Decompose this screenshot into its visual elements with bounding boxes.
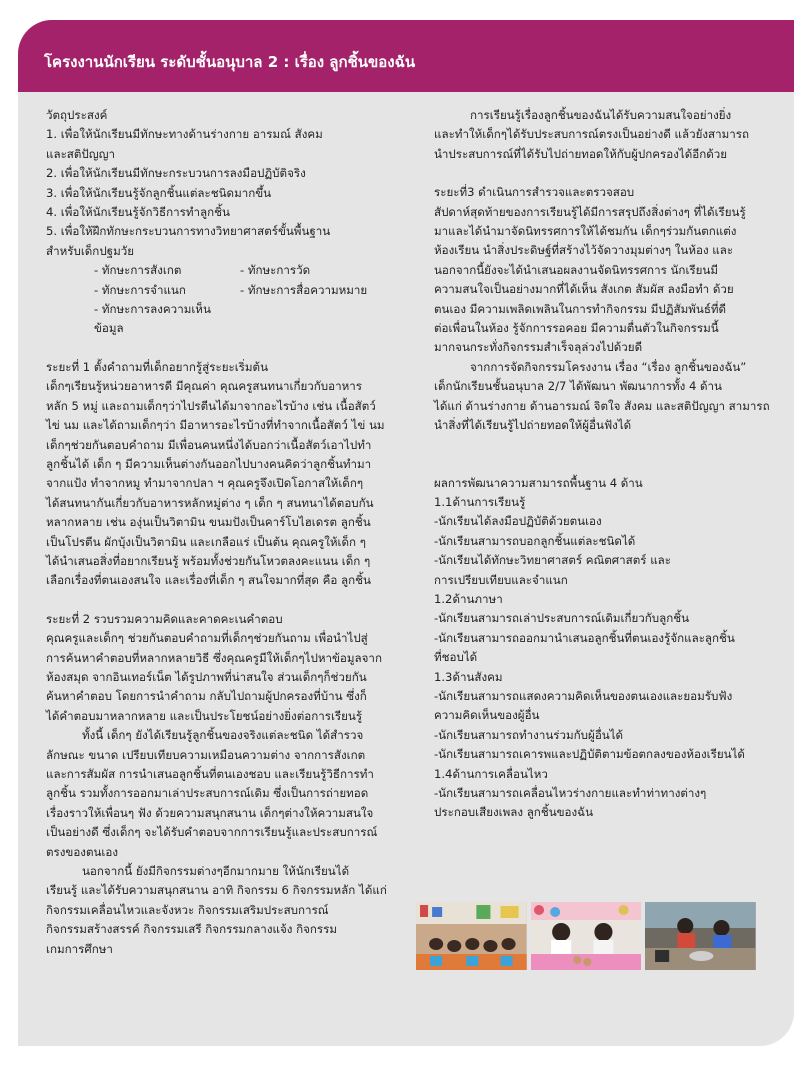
results-line: -นักเรียนสามารถบอกลูกชิ้นแต่ละชนิดได้ bbox=[434, 533, 636, 548]
skills-row bbox=[94, 261, 412, 280]
phase1-line: จากแป้ง ทำจากหมู ทำมาจากปลา ฯ คุณครูจึงเปิดโอกาสให้เด็กๆ bbox=[46, 476, 364, 491]
results-line: ที่ชอบได้ bbox=[434, 650, 478, 665]
phase3-line: ห้องเรียน นำสิ่งประดิษฐ์ที่สร้างไว้จัดวางมุมต่างๆ ในห้อง และ bbox=[434, 243, 734, 258]
phase3-line: ตนเอง มีความเพลิดเพลินในการทำกิจกรรม มีปฏิสัมพันธ์ที่ดี bbox=[434, 301, 727, 316]
kids-activity-photo bbox=[531, 902, 642, 970]
results-subheading: 1.3ด้านสังคม bbox=[434, 669, 503, 684]
intro-line: นำประสบการณ์ที่ได้รับไปถ่ายทอดให้กับผู้ปกครองได้อีกด้วย bbox=[434, 146, 728, 161]
phase1-line: เด็กๆช่วยกันตอบคำถาม มีเพื่อนคนหนึ่งได้บอกว่าเนื้อสัตว์เอาไปทำ bbox=[46, 437, 372, 452]
results-subheading: 1.2ด้านภาษา bbox=[434, 591, 503, 606]
phase2-para2-line: ลูกชิ้น รวมทั้งการออกมาเล่าประสบการณ์เดิม ซึ่งเป็นการถ่ายทอด bbox=[46, 786, 369, 801]
phase1-heading: ระยะที่ 1 ตั้งคำถามที่เด็กอยากรู้สู่ระยะเริ่มต้น bbox=[46, 359, 268, 374]
results-line: -นักเรียนได้ทักษะวิทยาศาสตร์ คณิตศาสตร์ และ bbox=[434, 553, 672, 568]
right-column bbox=[434, 106, 774, 823]
phase2-para2-line: ทั้งนี้ เด็กๆ ยังได้เรียนรู้ลูกชิ้นของจริงแต่ละชนิด ได้สำรวจ bbox=[82, 728, 364, 743]
objective-line: 5. เพื่อให้ฝึกทักษะกระบวนการทางวิทยาศาสตร์ขั้นพื้นฐาน bbox=[46, 224, 331, 239]
objective-line: 1. เพื่อให้นักเรียนมีทักษะทางด้านร่างกาย อารมณ์ สังคม bbox=[46, 127, 323, 142]
phase2-line: ห้องสมุด จากอินเทอร์เน็ต ได้รูปภาพที่น่าสนใจ ส่วนเด็กๆก็ช่วยกัน bbox=[46, 669, 367, 684]
phase2-para2-line: ตรงของตนเอง bbox=[46, 844, 119, 859]
phase3-heading: ระยะที่3 ดำเนินการสำรวจและตรวจสอบ bbox=[434, 185, 635, 200]
results-line: -นักเรียนสามารถแสดงความคิดเห็นของตนเองและยอมรับฟัง bbox=[434, 688, 733, 703]
phase3-para2-line: นำสิ่งที่ได้เรียนรู้ไปถ่ายทอดให้ผู้อื่นฟังได้ bbox=[434, 418, 632, 433]
phase3-para2-line: ได้แก่ ด้านร่างกาย ด้านอารมณ์ จิตใจ สังคม และสติปัญญา สามารถ bbox=[434, 398, 770, 413]
phase1-line: ไข่ นม และได้ถามเด็กๆว่า มีอาหารอะไรบ้างที่ทำจากเนื้อสัตว์ ไข่ นม bbox=[46, 418, 385, 433]
results-heading: ผลการพัฒนาความสามารถพื้นฐาน 4 ด้าน bbox=[434, 475, 643, 490]
photo-strip bbox=[416, 902, 756, 970]
objectives-heading: วัตถุประสงค์ bbox=[46, 108, 108, 122]
intro-line: และทำให้เด็กๆได้รับประสบการณ์ตรงเป็นอย่างดี แล้วยังสามารถ bbox=[434, 127, 750, 142]
phase3-line: มาและได้นำมาจัดนิทรรศการให้ได้ชมกัน เด็กๆร่วมกันตกแต่ง bbox=[434, 224, 737, 239]
intro-line: การเรียนรู้เรื่องลูกชิ้นของฉันได้รับความสนใจอย่างยิ่ง bbox=[470, 108, 732, 122]
skills-row bbox=[94, 281, 412, 300]
phase1-line: ได้นำเสนอสิ่งที่อยากเรียนรู้ พร้อมทั้งช่วยกันโหวตลงคะแนน เด็ก ๆ bbox=[46, 553, 371, 568]
page-title: โครงงานนักเรียน ระดับชั้นอนุบาล 2 : เรื่อง ลูกชิ้นของฉัน bbox=[44, 53, 416, 71]
phase2-heading: ระยะที่ 2 รวบรวมความคิดและคาดคะเนคำตอบ bbox=[46, 611, 283, 626]
phase2-line: ค้นหาคำตอบ โดยการนำคำถาม กลับไปถามผู้ปกครองที่บ้าน ซึ่งก็ bbox=[46, 689, 367, 704]
phase1-line: เป็นโปรตีน ผักบุ้งเป็นวิตามิน และเกลือแร่ เป็นต้น คุณครูให้เด็ก ๆ bbox=[46, 534, 366, 549]
phase2-para3-line: เกมการศึกษา bbox=[46, 941, 113, 956]
skill-item: - ทักษะการสังเกต bbox=[94, 263, 182, 278]
results-line: -นักเรียนสามารถเล่าประสบการณ์เดิมเกี่ยวกับลูกชิ้น bbox=[434, 611, 690, 626]
skills-list bbox=[46, 261, 412, 339]
phase2-para2-line: และการสัมผัส การนำเสนอลูกชิ้นที่ตนเองชอบ และเรียนรู้วิธีการทำ bbox=[46, 767, 374, 781]
skill-item: - ทักษะการจำแนก bbox=[94, 282, 186, 297]
article-card bbox=[18, 20, 794, 1046]
phase1-line: ลูกชิ้นได้ เด็ก ๆ มีความเห็นต่างกันออกไปบางคนคิดว่าลูกชิ้นทำมา bbox=[46, 456, 372, 471]
objective-line: 2. เพื่อให้นักเรียนมีทักษะกระบวนการลงมือปฏิบัติจริง bbox=[46, 166, 306, 181]
phase2-line: ได้คำตอบมาหลากหลาย และเป็นประโยชน์อย่างยิ่งต่อการเรียนรู้ bbox=[46, 708, 363, 723]
phase1-line: เลือกเรื่องที่ตนเองสนใจ และเรื่องที่เด็ก ๆ สนใจมากที่สุด คือ ลูกชิ้น bbox=[46, 573, 371, 588]
phase2-para3-line: นอกจากนี้ ยังมีกิจกรรมต่างๆอีกมากมาย ให้นักเรียนได้ bbox=[82, 864, 350, 879]
phase2-para2-line: เรื่องราวให้เพื่อนๆ ฟัง ด้วยความสนุกสนาน เด็กๆต่างให้ความสนใจ bbox=[46, 805, 374, 820]
header-banner bbox=[18, 20, 794, 92]
phase3-line: ต่อเพื่อนในห้อง รู้จักการรอคอย มีความตื่นตัวในกิจกรรมนี้ bbox=[434, 321, 719, 336]
phase1-line: เด็กๆเรียนรู้หน่วยอาหารดี มีคุณค่า คุณครูสนทนาเกี่ยวกับอาหาร bbox=[46, 379, 363, 394]
results-line: การเปรียบเทียบและจำแนก bbox=[434, 572, 568, 587]
cooking-activity-photo bbox=[645, 902, 756, 970]
skill-item: - ทักษะการลงความเห็นข้อมูล bbox=[94, 302, 211, 336]
objective-line: 3. เพื่อให้นักเรียนรู้จักลูกชิ้นแต่ละชนิดมากขึ้น bbox=[46, 185, 272, 200]
left-column bbox=[46, 106, 412, 959]
phase1-line: ได้สนทนากันเกี่ยวกับอาหารหลักหมู่ต่าง ๆ เด็ก ๆ สนทนาได้ตอบกัน bbox=[46, 495, 374, 510]
phase3-line: มากจนกระทั่งกิจกรรมสำเร็จลุล่วงไปด้วยดี bbox=[434, 340, 643, 355]
results-line: -นักเรียนได้ลงมือปฏิบัติด้วยตนเอง bbox=[434, 514, 602, 529]
objective-line: สำหรับเด็กปฐมวัย bbox=[46, 243, 135, 258]
classroom-photo bbox=[416, 902, 527, 970]
objective-line: 4. เพื่อให้นักเรียนรู้จักวิธีการทำลูกชิ้น bbox=[46, 205, 230, 220]
results-subheading: 1.4ด้านการเคลื่อนไหว bbox=[434, 766, 548, 781]
phase3-line: สัปดาห์สุดท้ายของการเรียนรู้ได้มีการสรุปถึงสิ่งต่างๆ ที่ได้เรียนรู้ bbox=[434, 204, 746, 219]
phase2-para3-line: กิจกรรมสร้างสรรค์ กิจกรรมเสรี กิจกรรมกลางแจ้ง กิจกรรม bbox=[46, 922, 338, 937]
objective-line: และสติปัญญา bbox=[46, 146, 116, 161]
phase2-line: การค้นหาคำตอบที่หลากหลายวิธี ซึ่งคุณครูมีให้เด็กๆไปหาข้อมูลจาก bbox=[46, 650, 382, 665]
skill-item: - ทักษะการสื่อความหมาย bbox=[240, 282, 368, 297]
results-line: ประกอบเสียงเพลง ลูกชิ้นของฉัน bbox=[434, 805, 593, 820]
phase3-para2-line: เด็กนักเรียนชั้นอนุบาล 2/7 ได้พัฒนา พัฒนาการทั้ง 4 ด้าน bbox=[434, 379, 722, 394]
phase3-para2-line: จากการจัดกิจกรรมโครงงาน เรื่อง “เรื่อง ลูกชิ้นของฉัน” bbox=[470, 359, 747, 374]
skills-row bbox=[94, 300, 412, 339]
phase2-para3-line: เรียนรู้ และได้รับความสนุกสนาน อาทิ กิจกรรม 6 กิจกรรมหลัก ได้แก่ bbox=[46, 883, 387, 898]
skill-item: - ทักษะการวัด bbox=[240, 263, 311, 278]
phase2-para3-line: กิจกรรมเคลื่อนไหวและจังหวะ กิจกรรมเสริมประสบการณ์ bbox=[46, 902, 329, 917]
phase1-line: หลัก 5 หมู่ และถามเด็กๆว่าไปรตีนได้มาจากอะไรบ้าง เช่น เนื้อสัตว์ bbox=[46, 398, 376, 413]
phase3-line: นอกจากนี้ยังจะได้นำเสนอผลงานจัดนิทรรศการ นักเรียนมี bbox=[434, 262, 718, 277]
phase1-line: หลากหลาย เช่น องุ่นเป็นวิตามิน ขนมปังเป็นคาร์โบไฮเดรต ลูกชิ้น bbox=[46, 515, 371, 530]
phase2-para2-line: เป็นอย่างดี ซึ่งเด็กๆ จะได้รับคำตอบจากการเรียนรู้และประสบการณ์ bbox=[46, 825, 378, 840]
results-line: -นักเรียนสามารถออกมานำเสนอลูกชิ้นที่ตนเองรู้จักและลูกชิ้น bbox=[434, 630, 735, 645]
results-subheading: 1.1ด้านการเรียนรู้ bbox=[434, 494, 526, 509]
phase2-line: คุณครูและเด็กๆ ช่วยกันตอบคำถามที่เด็กๆช่วยกันถาม เพื่อนำไปสู่ bbox=[46, 631, 368, 646]
phase3-line: ความสนใจเป็นอย่างมากที่ได้เห็น สังเกต สัมผัส ลงมือทำ ด้วย bbox=[434, 282, 734, 297]
results-line: -นักเรียนสามารถเคารพและปฏิบัติตามข้อตกลงของห้องเรียนได้ bbox=[434, 747, 745, 762]
phase2-para2-line: ลักษณะ ขนาด เปรียบเทียบความเหมือนความต่าง จากการสังเกต bbox=[46, 747, 366, 762]
results-line: -นักเรียนสามารถเคลื่อนไหวร่างกายและทำท่าทางต่างๆ bbox=[434, 786, 707, 800]
results-line: -นักเรียนสามารถทำงานร่วมกับผู้อื่นได้ bbox=[434, 727, 624, 742]
results-line: ความคิดเห็นของผู้อื่น bbox=[434, 708, 540, 723]
